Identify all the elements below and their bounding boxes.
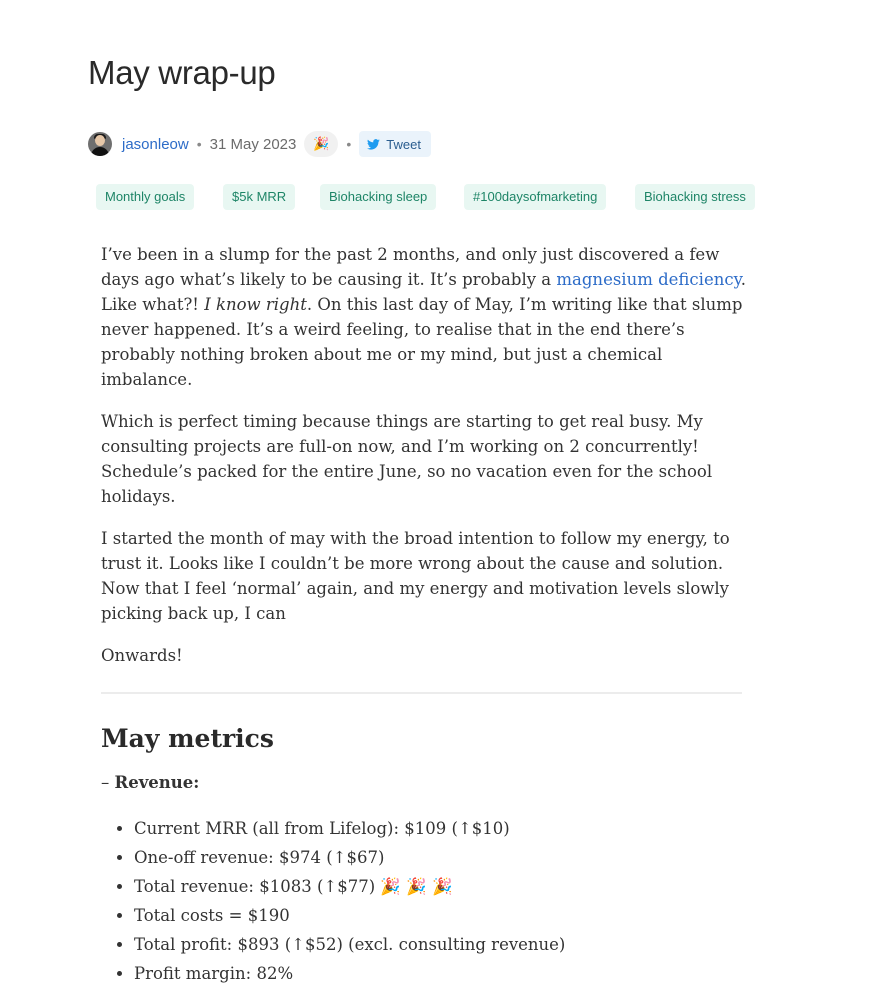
revenue-label: – Revenue: xyxy=(101,773,200,792)
magnesium-deficiency-link[interactable]: magnesium deficiency xyxy=(556,270,741,289)
paragraph-2: Which is perfect timing because things are starting to get real busy. My consulting projects are full-on now, and I’m working on 2 concurrently! Schedule’s packed for the entire June, so no vacation even for the school holidays. xyxy=(101,412,713,506)
post-title: May wrap-up xyxy=(88,54,276,91)
post-meta xyxy=(88,131,431,157)
tag-monthly-goals[interactable]: Monthly goals xyxy=(96,184,194,210)
tag-100daysofmarketing[interactable]: #100daysofmarketing xyxy=(464,184,606,210)
metrics-heading: May metrics xyxy=(101,724,274,753)
author-link[interactable]: jasonleow xyxy=(122,135,189,153)
tag-biohacking-sleep[interactable]: Biohacking sleep xyxy=(320,184,436,210)
emphasis-text: I know right xyxy=(204,295,307,314)
list-item: • Total costs = $190 xyxy=(134,901,565,930)
paragraph-1: I’ve been in a slump for the past 2 months, and only just discovered a few days ago what’s likely to be causing it. It’s probably a magnesium deficiency. Like what?! I know right. On this last day of May, I’m writing like that slump never happened. It’s a weird feeling, to realise that in the end there’s probably nothing broken about me or my mind, but just a chemical imbalance. xyxy=(101,245,746,389)
list-item: • Profit margin: 82% xyxy=(134,959,565,988)
separator-dot: • xyxy=(346,136,352,152)
reaction-button[interactable] xyxy=(304,131,338,157)
tag-5k-mrr[interactable]: $5k MRR xyxy=(223,184,295,210)
list-item: • Current MRR (all from Lifelog): $109 (↑$10) xyxy=(134,814,565,843)
list-item: • Total profit: $893 (↑$52) (excl. consulting revenue) xyxy=(134,930,565,959)
party-popper-icon: 🎉 xyxy=(313,136,330,151)
post-date: 31 May 2023 xyxy=(209,135,297,153)
paragraph-4: Onwards! xyxy=(101,646,183,665)
tag-biohacking-stress[interactable]: Biohacking stress xyxy=(635,184,755,210)
post-body xyxy=(101,242,746,685)
list-item: • Total revenue: $1083 (↑$77) 🎉 🎉 🎉 xyxy=(134,872,565,901)
tweet-button[interactable] xyxy=(359,131,431,157)
metrics-list xyxy=(101,814,565,988)
separator-dot: • xyxy=(196,136,202,152)
list-item: • One-off revenue: $974 (↑$67) xyxy=(134,843,565,872)
avatar[interactable] xyxy=(88,132,112,156)
tweet-label: Tweet xyxy=(386,136,421,152)
section-divider xyxy=(101,692,742,694)
twitter-bird-icon xyxy=(367,139,380,150)
paragraph-3: I started the month of may with the broad intention to follow my energy, to trust it. Looks like I couldn’t be more wrong about the cause and solution. Now that I feel ‘normal’ again, and my energy and motivation levels slowly picking back up, I can xyxy=(101,529,730,623)
